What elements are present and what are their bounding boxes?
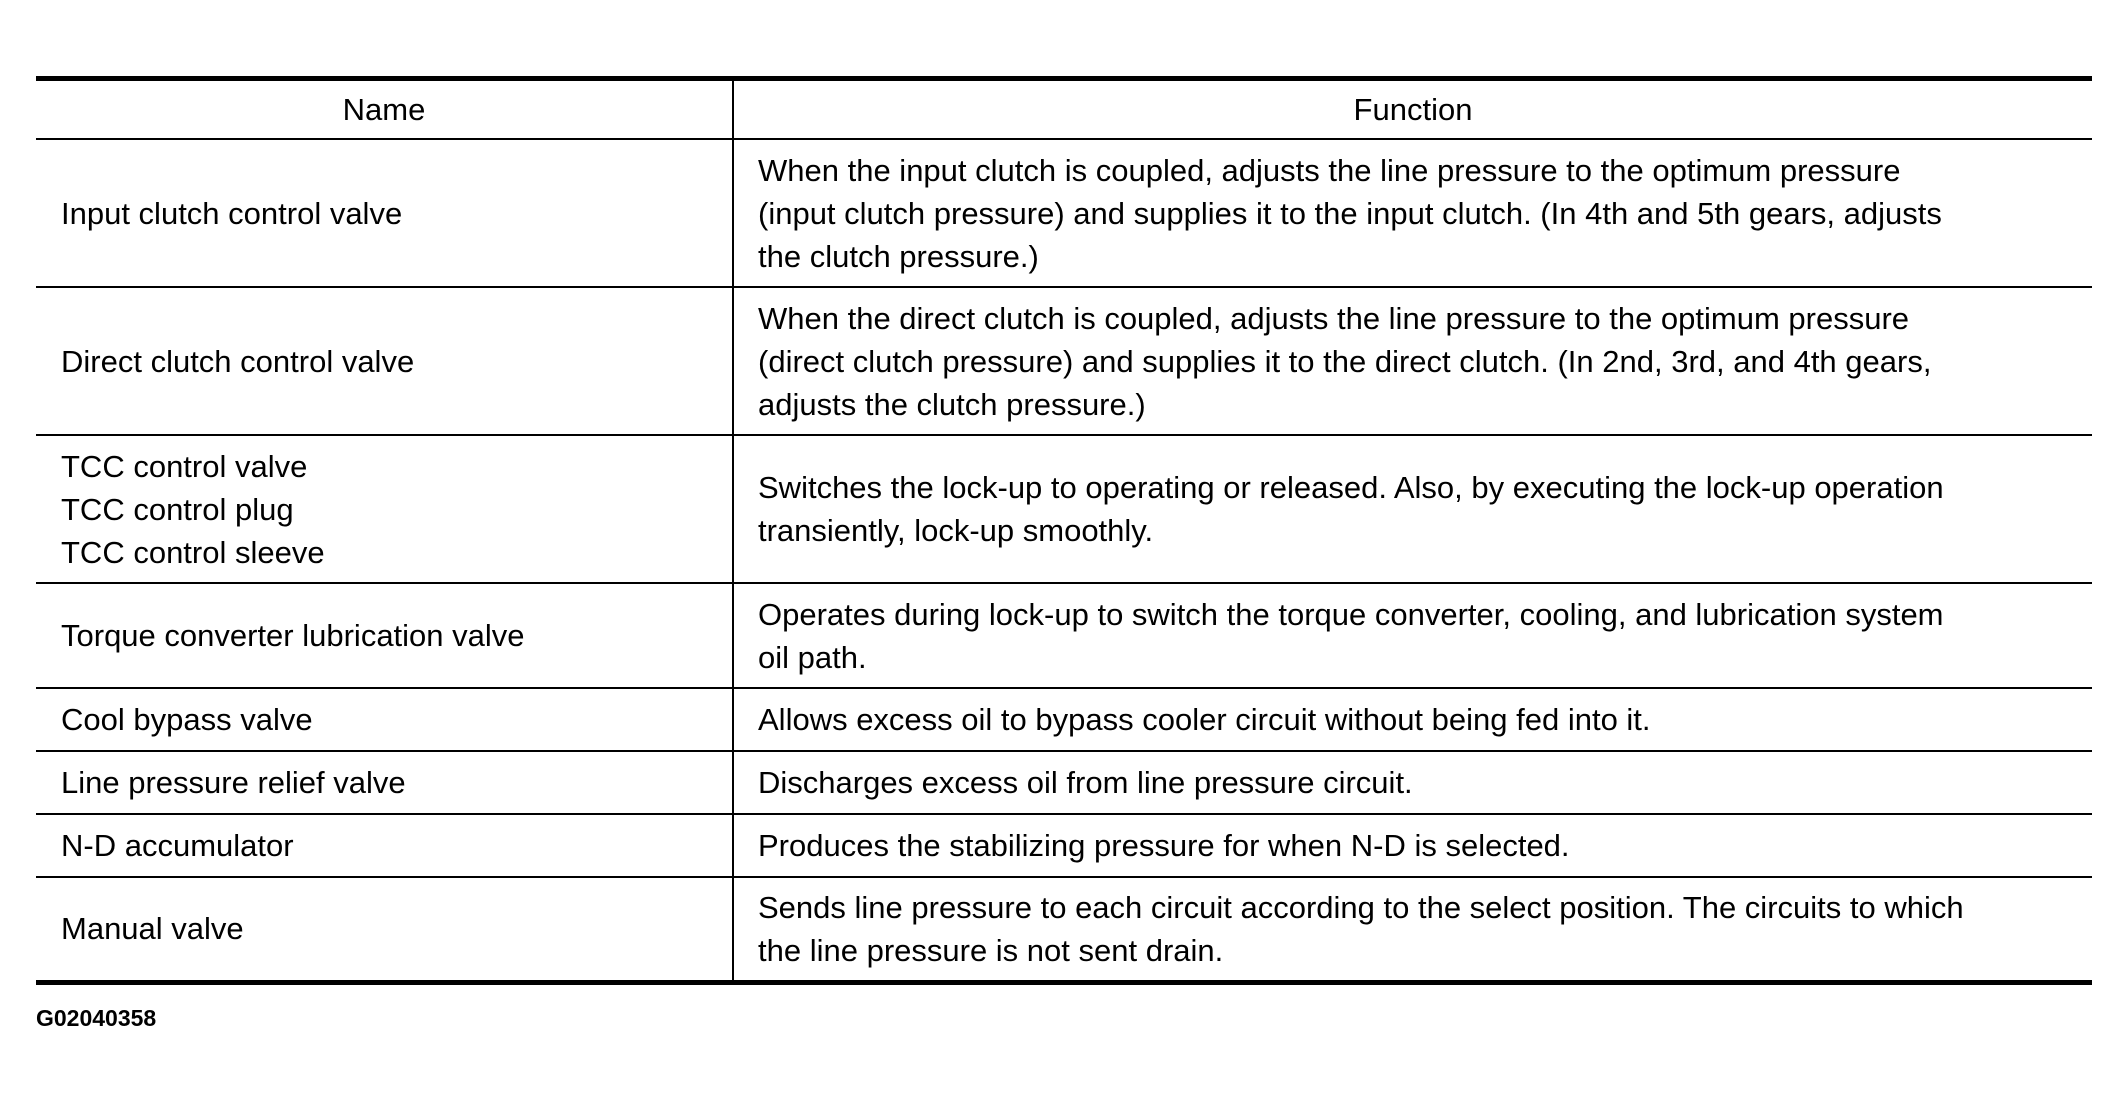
function-cell: [733, 814, 2092, 877]
table-row: [36, 877, 2092, 982]
function-text: (direct clutch pressure) and supplies it to the direct clutch. (In 2nd, 3rd, and 4th gears,: [758, 343, 1932, 379]
name-cell: [36, 583, 733, 688]
table-row: [36, 287, 2092, 435]
name-text: Input clutch control valve: [61, 195, 403, 231]
table-row: [36, 814, 2092, 877]
name-cell: [36, 139, 733, 287]
figure-id-label: G02040358: [36, 1005, 157, 1031]
function-cell: [733, 287, 2092, 435]
function-text: Sends line pressure to each circuit according to the select position. The circuits to which: [758, 889, 1964, 925]
column-header-function: Function: [733, 79, 2092, 140]
table-header-row: [36, 79, 2092, 140]
name-text: TCC control valve: [61, 448, 308, 484]
function-text: Operates during lock-up to switch the torque converter, cooling, and lubrication system: [758, 596, 1944, 632]
name-text: Cool bypass valve: [61, 702, 313, 737]
name-text: TCC control plug: [61, 491, 294, 527]
function-cell: [733, 435, 2092, 583]
function-text: Allows excess oil to bypass cooler circuit without being fed into it.: [758, 702, 1651, 737]
function-text: When the direct clutch is coupled, adjusts the line pressure to the optimum pressure: [758, 300, 1910, 336]
function-text: Switches the lock-up to operating or released. Also, by executing the lock-up operation: [758, 470, 1944, 505]
name-text: TCC control sleeve: [61, 534, 325, 570]
function-text: oil path.: [758, 639, 867, 675]
table-row: [36, 688, 2092, 751]
name-cell: [36, 435, 733, 583]
function-cell: [733, 139, 2092, 287]
function-cell: [733, 583, 2092, 688]
name-text: Direct clutch control valve: [61, 343, 415, 379]
name-text: Torque converter lubrication valve: [61, 618, 525, 653]
name-cell: [36, 688, 733, 751]
function-text: transiently, lock-up smoothly.: [758, 513, 1154, 548]
function-text: adjusts the clutch pressure.): [758, 386, 1146, 422]
table-row: [36, 751, 2092, 814]
valve-function-table: [36, 76, 2092, 985]
function-cell: [733, 688, 2092, 751]
name-text: Manual valve: [61, 911, 244, 947]
name-cell: [36, 287, 733, 435]
function-cell: [733, 877, 2092, 982]
column-header-name: Name: [36, 79, 733, 140]
name-cell: [36, 877, 733, 982]
function-text: the clutch pressure.): [758, 238, 1039, 274]
function-text: When the input clutch is coupled, adjusts the line pressure to the optimum pressure: [758, 152, 1901, 188]
name-text: Line pressure relief valve: [61, 765, 406, 800]
name-text: N-D accumulator: [61, 828, 294, 863]
name-cell: [36, 751, 733, 814]
name-cell: [36, 814, 733, 877]
function-text: the line pressure is not sent drain.: [758, 932, 1224, 968]
table-row: [36, 583, 2092, 688]
function-cell: [733, 751, 2092, 814]
function-text: Produces the stabilizing pressure for when N-D is selected.: [758, 828, 1570, 863]
table-row: [36, 435, 2092, 583]
function-text: Discharges excess oil from line pressure circuit.: [758, 765, 1413, 800]
table-row: [36, 139, 2092, 287]
function-text: (input clutch pressure) and supplies it to the input clutch. (In 4th and 5th gears, adjusts: [758, 195, 1942, 231]
